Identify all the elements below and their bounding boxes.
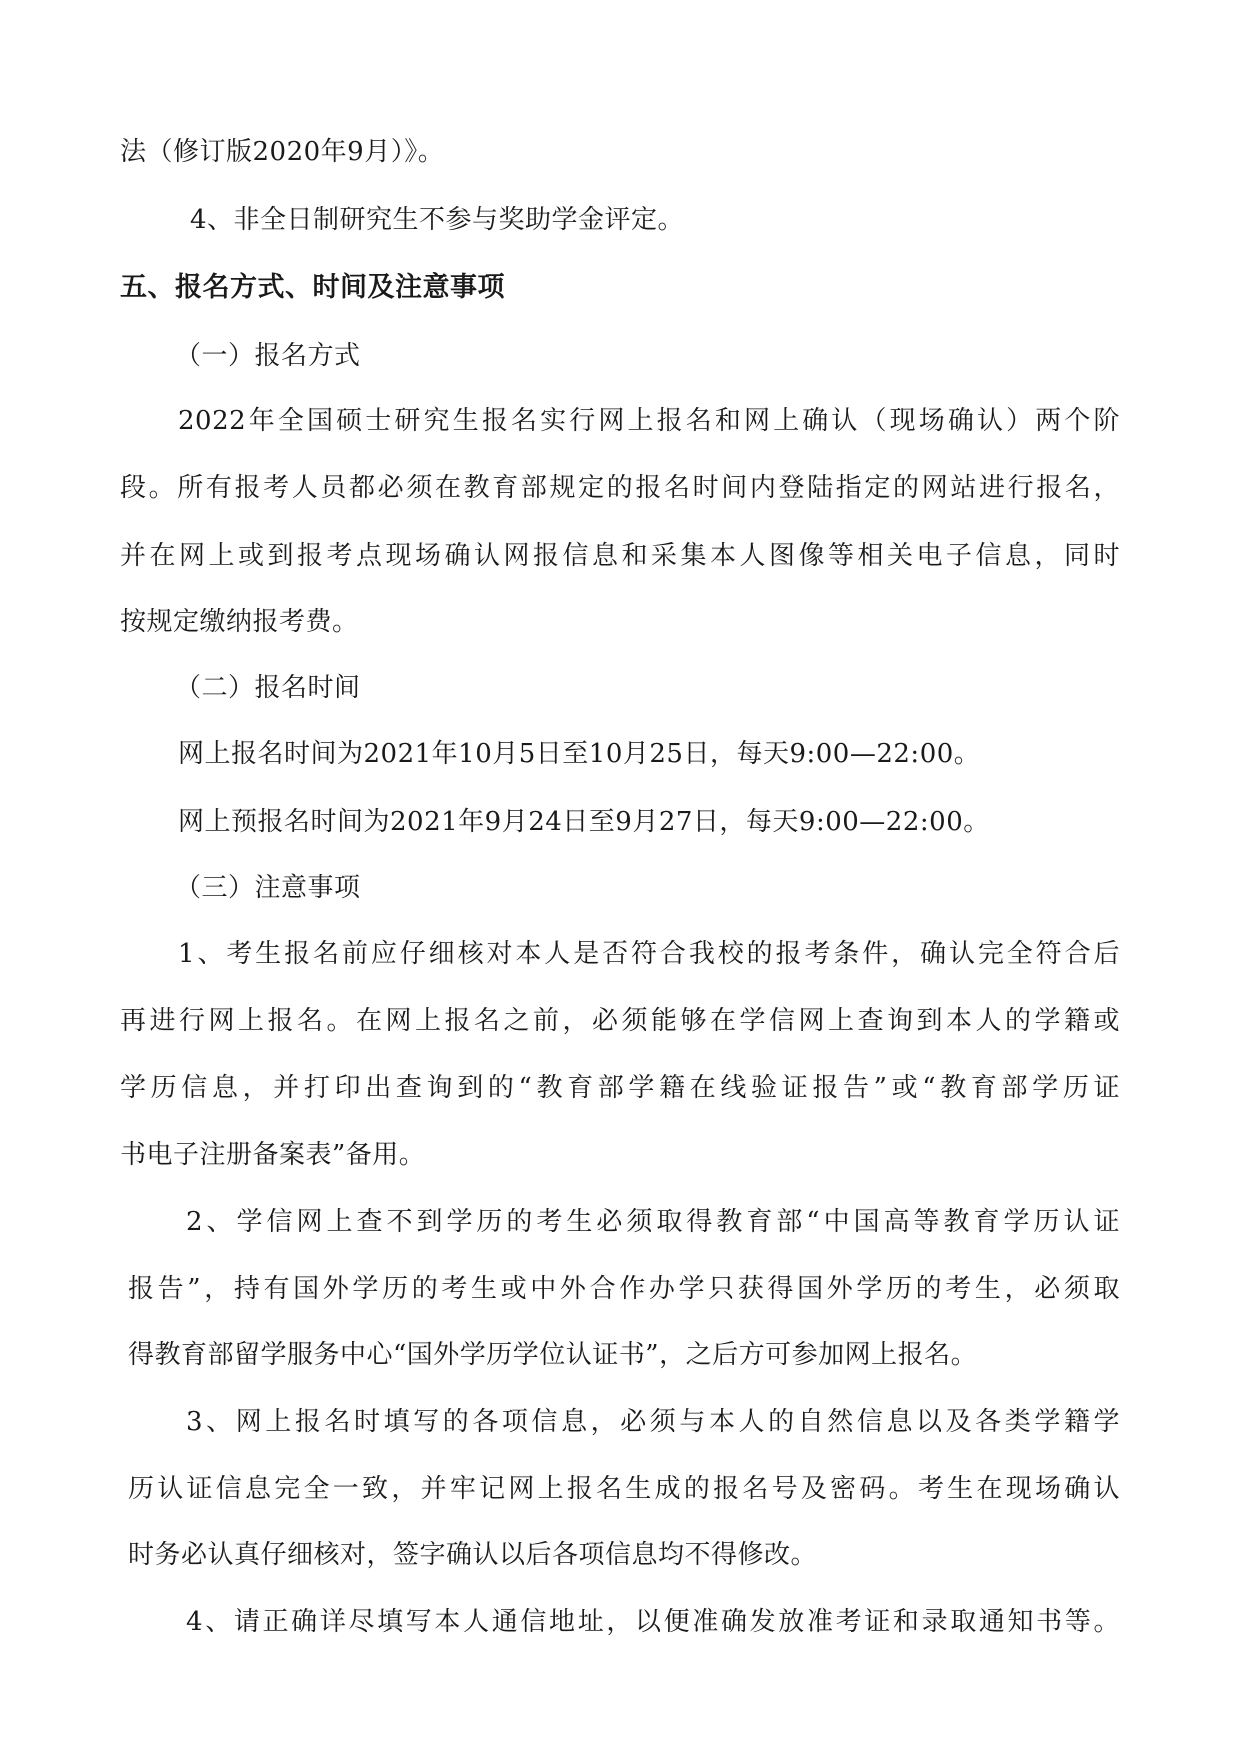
text-line: 网上预报名时间为2021年9月24日至9月27日，每天9:00—22:00。 <box>178 807 990 837</box>
text-line: 4、非全日制研究生不参与奖助学金评定。 <box>190 205 685 235</box>
text-line: 法（修订版2020年9月）》。 <box>120 137 445 167</box>
text-line: 时务必认真仔细核对，签字确认以后各项信息均不得修改。 <box>128 1540 818 1570</box>
text-line: 4、请正确详尽填写本人通信地址，以便准确发放准考证和录取通知书等。 <box>186 1607 1120 1637</box>
text-line: 再进行网上报名。在网上报名之前，必须能够在学信网上查询到本人的学籍或 <box>120 1006 1120 1036</box>
text-line: 按规定缴纳报考费。 <box>120 607 359 637</box>
subsection-heading: （二）报名时间 <box>175 673 361 703</box>
text-line: 书电子注册备案表”备用。 <box>120 1140 426 1170</box>
text-line: 历认证信息完全一致，并牢记网上报名生成的报名号及密码。考生在现场确认 <box>128 1474 1120 1504</box>
text-line: 网上报名时间为2021年10月5日至10月25日，每天9:00—22:00。 <box>178 739 981 769</box>
text-line: 2022年全国硕士研究生报名实行网上报名和网上确认（现场确认）两个阶 <box>178 406 1120 436</box>
section-heading: 五、报名方式、时间及注意事项 <box>120 272 505 303</box>
text-line: 1、考生报名前应仔细核对本人是否符合我校的报考条件，确认完全符合后 <box>178 939 1120 969</box>
text-line: 并在网上或到报考点现场确认网报信息和采集本人图像等相关电子信息，同时 <box>120 541 1120 571</box>
text-line: 得教育部留学服务中心“国外学历学位认证书”，之后方可参加网上报名。 <box>128 1340 978 1370</box>
text-line: 3、网上报名时填写的各项信息，必须与本人的自然信息以及各类学籍学 <box>186 1407 1120 1437</box>
text-line: 段。所有报考人员都必须在教育部规定的报名时间内登陆指定的网站进行报名， <box>120 473 1120 503</box>
subsection-heading: （一）报名方式 <box>175 341 361 371</box>
text-line: 学历信息，并打印出查询到的“教育部学籍在线验证报告”或“教育部学历证 <box>120 1073 1120 1103</box>
subsection-heading: （三）注意事项 <box>175 873 361 903</box>
text-line: 2、学信网上查不到学历的考生必须取得教育部“中国高等教育学历认证 <box>186 1207 1120 1237</box>
text-line: 报告”，持有国外学历的考生或中外合作办学只获得国外学历的考生，必须取 <box>128 1274 1120 1304</box>
